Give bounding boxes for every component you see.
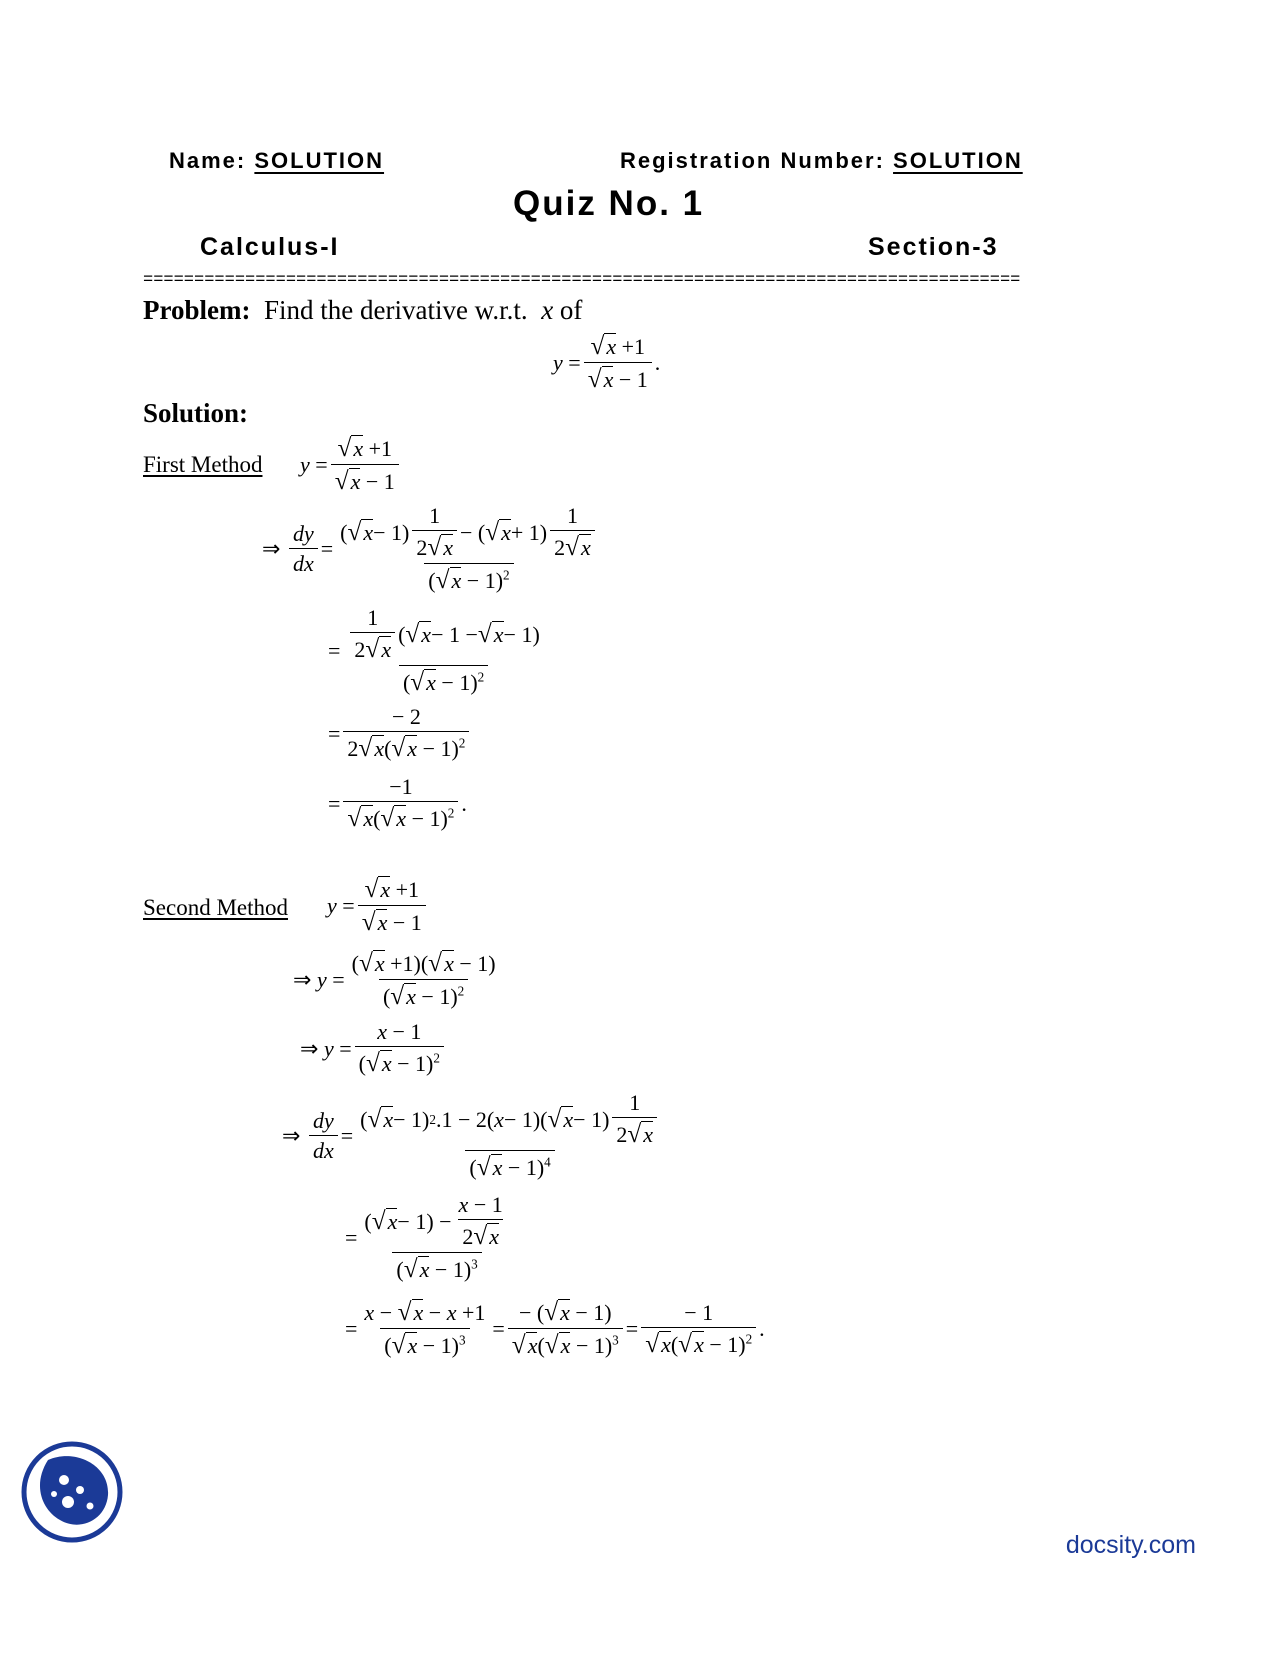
name-label: Name: [169,148,247,173]
second-method-eq-4: = ( √x − 1) − $\frac{x - 1}{2√x}$ $(√x - 1)^3$ [345,1192,503,1284]
problem-statement [143,295,582,326]
divider-rule: ====================================================================================== [143,274,1021,288]
registration-field [620,148,1023,174]
problem-variable: x [541,295,554,325]
course-name: Calculus-I [200,233,340,261]
registration-value: SOLUTION [893,148,1023,173]
problem-equation: y = $\frac{√x +1}{√x - 1}$ . [553,332,661,394]
docsity-watermark[interactable]: docsity.com [1065,1531,1196,1559]
first-method-label: First Method [143,452,263,477]
solution-label: Solution: [143,398,249,428]
first-method-eq-3: = $\frac{- 2}{2√x(√x - 1)^2}$ [328,706,472,761]
docsity-logo-icon [20,1440,124,1544]
second-method-eq-0: y = $\frac{√x +1}{√x - 1}$ [327,877,429,936]
first-method-eq-2: = $\frac{1}{2√x}$ ( √x − 1 − √x − 1) $(√x - 1)^2$ [328,605,540,697]
problem-of: of [559,295,583,325]
first-method-eq-0: y = $\frac{√x +1}{√x - 1}$ [300,436,402,495]
problem-label: Problem: [143,295,251,325]
name-field [169,148,384,174]
second-method-eq-5: = $\frac{x - √x - x +1}{(√x - 1)^3}$ = $\frac{- (√x - 1)}{√x(√x - 1)^3}$ = $\frac{- 1}{√x(√x - 1)^2}$ . [345,1298,765,1360]
second-method-eq-1: ⇒ y = $\frac{(√x +1)(√x - 1)}{(√x - 1)^2}$ [293,949,496,1011]
quiz-title: Quiz No. 1 [513,184,705,223]
registration-label: Registration Number: [620,148,885,173]
second-method-label: Second Method [143,895,289,920]
first-method-eq-1: ⇒ $\frac{dy}{dx}$ = ( √x − 1) $\frac{1}{2√x}$ − ( √x + 1) $\frac{1}{2√x}$ $(√x - 1)^2$ [262,505,605,594]
second-method-eq-2: ⇒ y = $\frac{x - 1}{(√x - 1)^2}$ [300,1021,447,1076]
second-method-eq-3: ⇒ $\frac{dy}{dx}$ = ( √x − 1) 2 .1 − 2( x − 1)( √x − 1) $\frac{1}{2√x}$ $(√x - 1)^4$ [282,1092,667,1181]
section-name: Section-3 [868,233,999,261]
problem-text: Find the derivative w.r.t. [263,295,528,325]
first-method-eq-4: = $\frac{-1}{√x(√x - 1)^2}$ . [328,774,467,832]
name-value: SOLUTION [254,148,385,173]
